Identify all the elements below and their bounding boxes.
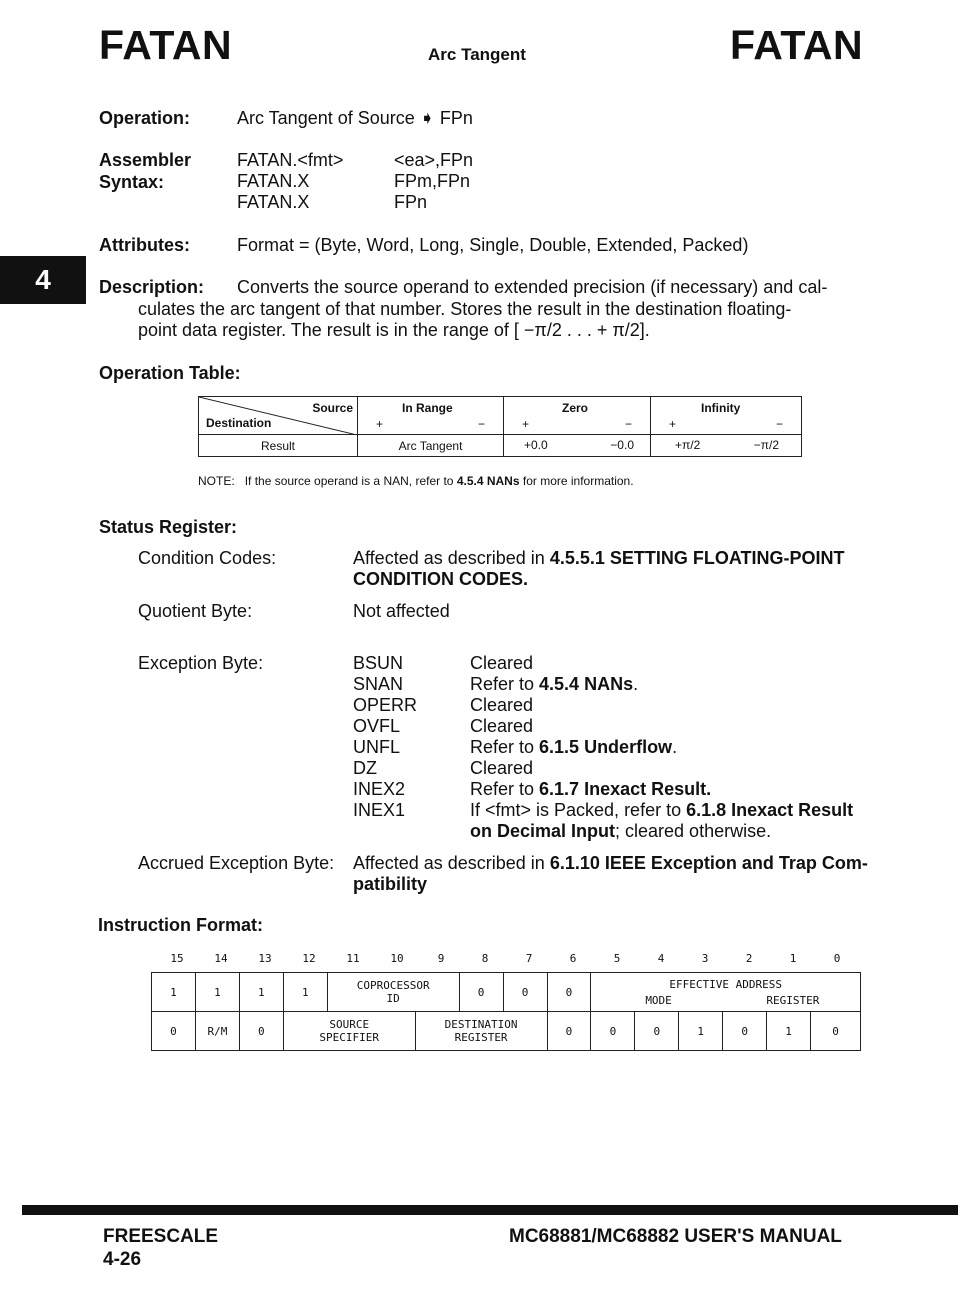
syntax-args-2: FPm,FPn [394,171,471,191]
exc-name-bsun: BSUN [353,653,404,673]
infinity-plus: + [669,417,677,431]
header-right-title: FATAN [730,22,864,68]
bit-number-12: 12 [302,952,316,965]
in-range-minus: − [477,417,485,431]
assembler-label: Assembler [99,150,192,170]
accrued-exception-ref-2: patibility [353,874,428,894]
word1-bit13: 1 [239,973,283,1012]
footer-brand: FREESCALE [103,1226,219,1247]
word2-bit6: 0 [547,1012,591,1051]
manual-title: MC68881/MC68882 USER'S MANUAL [509,1226,842,1247]
word2-bit5: 0 [591,1012,635,1051]
bit-number-7: 7 [525,952,533,965]
header-left-title: FATAN [99,22,233,68]
infinity-header: Infinity [701,401,741,415]
exception-byte-label: Exception Byte: [138,653,264,673]
quotient-byte-label: Quotient Byte: [138,601,253,621]
exc-desc-operr: Cleared [470,695,534,715]
bit-number-13: 13 [258,952,272,965]
word2-bit4: 0 [635,1012,679,1051]
word2-bit14: R/M [195,1012,239,1051]
cc-text: Affected as described in [353,548,545,568]
status-register-label: Status Register: [99,517,238,537]
condition-codes-label: Condition Codes: [138,548,277,568]
bit-number-6: 6 [569,952,577,965]
bit-number-9: 9 [437,952,445,965]
result-row-label: Result [199,435,358,457]
ea-title: EFFECTIVE ADDRESS [669,978,782,991]
source-header: Source [312,401,353,415]
accrued-exception-label: Accrued Exception Byte: [138,853,335,873]
exc-desc-bsun: Cleared [470,653,534,673]
operation-text: Arc Tangent of Source ➧ FPn [237,108,473,128]
syntax-op-1: FATAN.<fmt> [237,150,344,170]
note-suffix: for more information. [522,474,634,488]
note-text: If the source operand is a NAN, refer to [244,474,454,488]
word2-bit0: 0 [811,1012,861,1051]
description-label: Description: [99,277,205,297]
attributes-label: Attributes: [99,235,190,255]
infinity-minus-result: −π/2 [753,438,779,452]
in-range-result: Arc Tangent [358,435,504,457]
word1-bit12: 1 [283,973,327,1012]
exc-name-ovfl: OVFL [353,716,401,736]
word1-bit14: 1 [195,973,239,1012]
word1-bit6: 0 [547,973,591,1012]
description-line-2: culates the arc tangent of that number. Stores the result in the destination floating- [138,299,792,319]
exc-desc-inex1-line2: on Decimal Input; cleared otherwise. [470,821,772,841]
bit-number-14: 14 [214,952,228,965]
coprocessor-id-field: COPROCESSOR ID [327,973,459,1012]
word1-bit8: 0 [459,973,503,1012]
bit-number-0: 0 [833,952,841,965]
accrued-exception-text: Affected as described in 6.1.10 IEEE Exception and Trap Com- [353,853,868,873]
chapter-tab: 4 [0,256,86,304]
zero-plus: + [522,417,530,431]
exc-desc-ovfl: Cleared [470,716,534,736]
bit-number-3: 3 [701,952,709,965]
syntax-args-3: FPn [394,192,428,212]
in-range-plus: + [376,417,384,431]
quotient-byte-text: Not affected [353,601,450,621]
exc-name-dz: DZ [353,758,377,778]
exc-name-inex2: INEX2 [353,779,406,799]
zero-header: Zero [562,401,589,415]
source-specifier-field: SOURCE SPECIFIER [283,1012,415,1051]
note-ref: 4.5.4 NANs [456,474,520,488]
syntax-op-2: FATAN.X [237,171,310,191]
infinity-plus-result: +π/2 [675,438,701,452]
table-note [198,474,634,488]
effective-address-field [591,973,861,1012]
syntax-op-3: FATAN.X [237,192,310,212]
attributes-text: Format = (Byte, Word, Long, Single, Double, Extended, Packed) [237,235,749,255]
word2-bit2: 0 [723,1012,767,1051]
exc-name-inex1: INEX1 [353,800,406,820]
operation-table-label: Operation Table: [99,363,241,383]
infinity-minus: − [775,417,783,431]
word2-bit1: 1 [767,1012,811,1051]
bit-number-4: 4 [657,952,665,965]
exc-desc-dz: Cleared [470,758,534,778]
word1-bit7: 0 [503,973,547,1012]
description-line-1: Converts the source operand to extended precision (if necessary) and cal- [237,277,828,297]
condition-codes-text [353,548,873,569]
exc-desc-inex2: Refer to 6.1.7 Inexact Result. [470,779,712,799]
header-center-title: Arc Tangent [428,45,526,64]
operation-table [198,396,802,457]
exc-desc-inex1: If <fmt> is Packed, refer to 6.1.8 Inexact Result [470,800,854,820]
ea-mode: MODE [645,994,672,1007]
syntax-label: Syntax: [99,172,165,192]
word2-bit3: 1 [679,1012,723,1051]
footer-rule [22,1205,958,1215]
description-line-3: point data register. The result is in the range of [ −π/2 . . . + π/2]. [138,320,650,340]
zero-minus: − [624,417,632,431]
bit-number-1: 1 [789,952,797,965]
exc-name-snan: SNAN [353,674,404,694]
zero-plus-result: +0.0 [524,438,548,452]
exc-name-operr: OPERR [353,695,418,715]
ea-register: REGISTER [766,994,820,1007]
word1-bit15: 1 [152,973,196,1012]
page-number: 4-26 [103,1249,142,1270]
instruction-format-label: Instruction Format: [98,915,263,935]
in-range-header: In Range [402,401,453,415]
bit-number-2: 2 [745,952,753,965]
operation-label: Operation: [99,108,191,128]
bit-number-10: 10 [390,952,404,965]
note-prefix: NOTE: [198,474,235,488]
word2-bit13: 0 [239,1012,283,1051]
bit-number-15: 15 [170,952,184,965]
bit-number-8: 8 [481,952,489,965]
cc-ref-2: CONDITION CODES. [353,569,529,589]
syntax-args-1: <ea>,FPn [394,150,474,170]
instruction-format-table [151,972,861,1051]
destination-register-field: DESTINATION REGISTER [415,1012,547,1051]
cc-ref-1: 4.5.5.1 SETTING FLOATING-POINT [549,548,845,568]
word2-bit15: 0 [152,1012,196,1051]
exc-desc-unfl: Refer to 6.1.5 Underflow. [470,737,678,757]
bit-number-5: 5 [613,952,621,965]
bit-number-11: 11 [346,952,360,965]
exc-desc-snan: Refer to 4.5.4 NANs. [470,674,639,694]
destination-header: Destination [206,416,272,430]
exc-name-unfl: UNFL [353,737,401,757]
zero-minus-result: −0.0 [610,438,634,452]
